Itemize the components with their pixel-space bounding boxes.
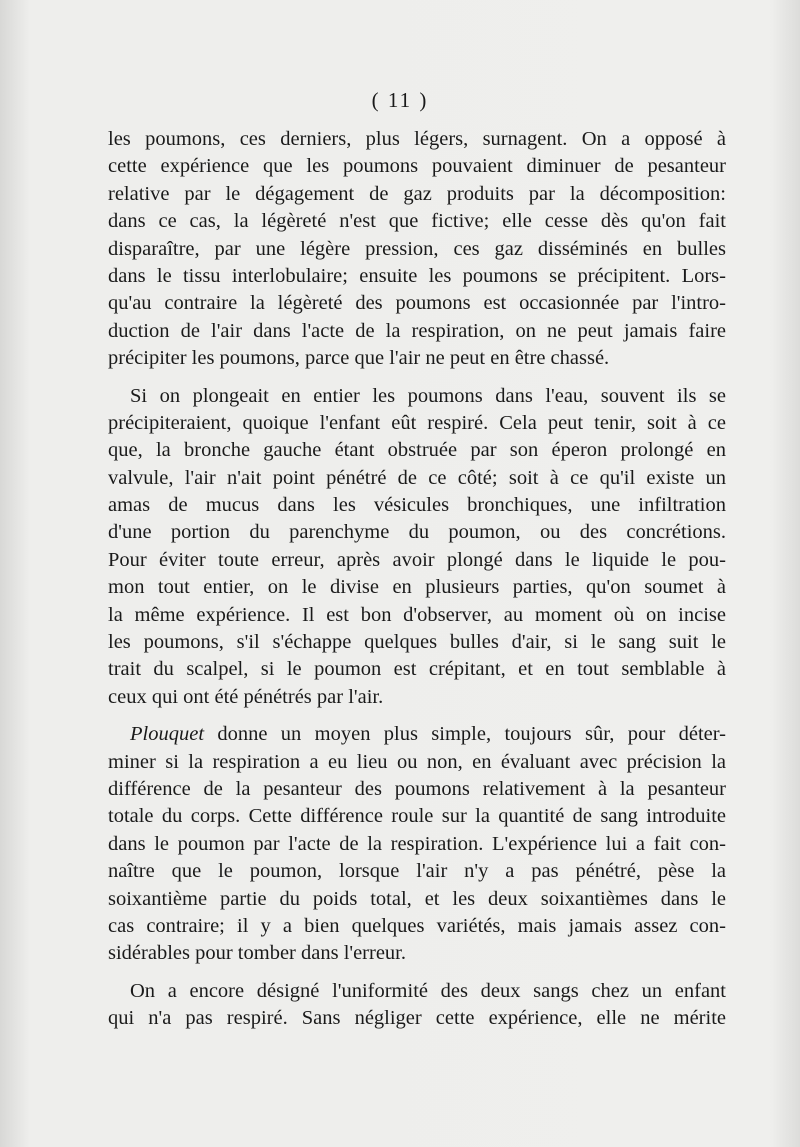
text-line: dans le poumon par l'acte de la respiration. L'expérience lui a fait con-: [108, 832, 726, 855]
paragraph-4: [108, 978, 726, 1033]
author-name: Plouquet: [130, 723, 205, 746]
body-text: [108, 126, 726, 1043]
text-line: dans ce cas, la légèreté n'est que fictive; elle cesse dès qu'on fait: [108, 210, 726, 233]
text-line: trait du scalpel, si le poumon est crépitant, et en tout semblable à: [108, 658, 726, 681]
text-line: naître que le poumon, lorsque l'air n'y a pas pénétré, pèse la: [108, 860, 726, 883]
text-line: ceux qui ont été pénétrés par l'air.: [108, 685, 384, 708]
text-line: duction de l'air dans l'acte de la respiration, on ne peut jamais faire: [108, 319, 726, 342]
text-line: précipiteraient, quoique l'enfant eût respiré. Cela peut tenir, soit à ce: [108, 411, 726, 434]
text-line: valvule, l'air n'ait point pénétré de ce côté; soit à ce qu'il existe un: [108, 466, 726, 489]
page-number: ( 11 ): [371, 88, 429, 112]
text-line: dans le tissu interlobulaire; ensuite les poumons se précipitent. Lors-: [108, 264, 726, 287]
text-run: donne un moyen plus simple, toujours sûr, pour déter-: [204, 723, 726, 746]
paragraph-1: [108, 126, 726, 373]
text-line: disparaître, par une légère pression, ces gaz disséminés en bulles: [108, 237, 726, 260]
text-line: qui n'a pas respiré. Sans négliger cette expérience, elle ne mérite: [108, 1007, 726, 1030]
text-line: que, la bronche gauche étant obstruée par son éperon prolongé en: [108, 439, 726, 462]
text-line: Pour éviter toute erreur, après avoir plongé dans le liquide le pou-: [108, 548, 726, 571]
text-line: cette expérience que les poumons pouvaient diminuer de pesanteur: [108, 155, 726, 178]
text-line: totale du corps. Cette différence roule sur la quantité de sang introduite: [108, 805, 726, 828]
paragraph-3: [108, 721, 726, 968]
text-line: les poumons, ces derniers, plus légers, surnagent. On a opposé à: [108, 128, 726, 150]
text-line: différence de la pesanteur des poumons relativement à la pesanteur: [108, 777, 726, 800]
text-line: [108, 721, 726, 748]
text-line: cas contraire; il y a bien quelques variétés, mais jamais assez con-: [108, 914, 726, 937]
text-line: la même expérience. Il est bon d'observer, au moment où on incise: [108, 603, 726, 626]
text-line: d'une portion du parenchyme du poumon, ou des concrétions.: [108, 521, 726, 544]
text-line: sidérables pour tomber dans l'erreur.: [108, 942, 407, 965]
text-line: qu'au contraire la légèreté des poumons est occasionnée par l'intro-: [108, 292, 726, 315]
text-line: les poumons, s'il s'échappe quelques bulles d'air, si le sang suit le: [108, 631, 726, 654]
text-line: amas de mucus dans les vésicules bronchiques, une infiltration: [108, 494, 726, 517]
text-line: On a encore désigné l'uniformité des deux sangs chez un enfant: [130, 979, 726, 1002]
text-line: précipiter les poumons, parce que l'air ne peut en être chassé.: [108, 347, 610, 370]
text-line: relative par le dégagement de gaz produits par la décomposition:: [108, 182, 726, 205]
text-line: mon tout entier, on le divise en plusieurs parties, qu'on soumet à: [108, 576, 726, 599]
text-line: soixantième partie du poids total, et les deux soixantièmes dans le: [108, 887, 726, 910]
text-line: Si on plongeait en entier les poumons dans l'eau, souvent ils se: [130, 384, 726, 407]
text-line: miner si la respiration a eu lieu ou non, en évaluant avec précision la: [108, 750, 726, 773]
paragraph-2: [108, 383, 726, 712]
